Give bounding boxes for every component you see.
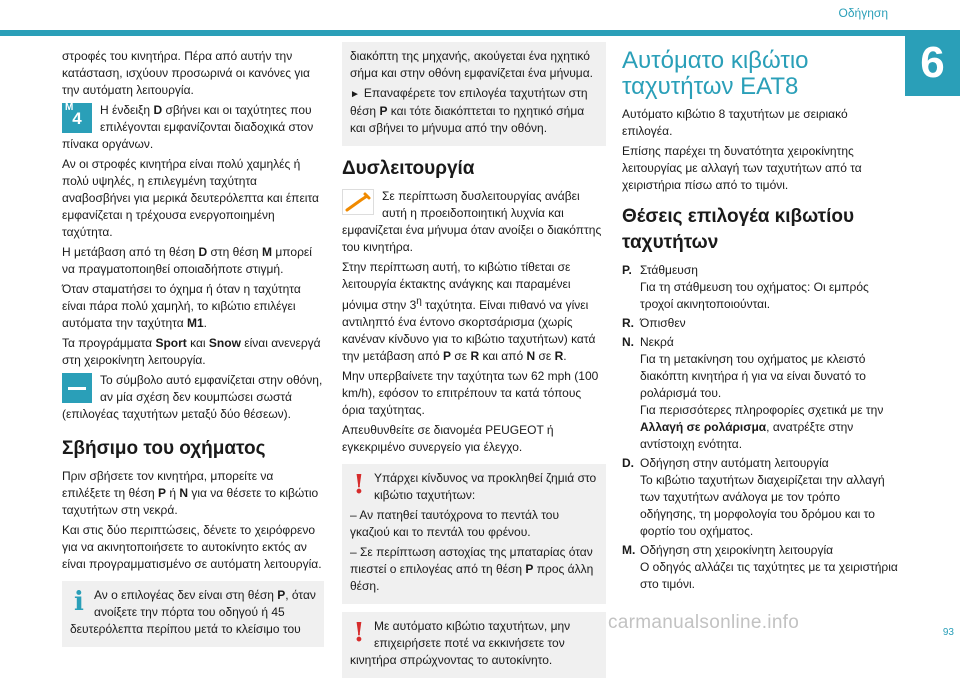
paragraph: Αν οι στροφές κινητήρα είναι πολύ χαμηλές ή πολύ υψηλές, η επιλεγμένη ταχύτητα αναβοσβήνει για μερικά δευτερόλεπτα και έπειτα εμφανίζεται η τρέχουσα ενεργοποιημένη ταχύτητα. — [62, 157, 319, 239]
watermark: carmanualsonline.info — [608, 612, 800, 633]
paragraph: Η ένδειξη D σβήνει και οι ταχύτητες που επιλέγονται εμφανίζονται διαδοχικά στον πίνακα οργάνων. — [62, 103, 314, 151]
paragraph: Στην περίπτωση αυτή, το κιβώτιο τίθεται σε λειτουργία έκτακτης ανάγκης και παραμένει μόνιμα στην $3^\eta$ ταχύτητα. Είναι πιθανό να γίνει αντιληπτό ένα έντονο σκορτσάρισμα (χωρίς κανέναν κίνδυνο για το κιβώτιο ταχυτήτων) κατά την μετάβαση από P σε R και από N σε R. — [342, 260, 596, 363]
paragraph: Το σύμβολο αυτό εμφανίζεται στην οθόνη, αν μία σχέση δεν κουμπώσει σωστά (επιλογέας ταχυτήτων μεταξύ δύο θέσεων). — [62, 373, 323, 421]
info-notice — [62, 581, 324, 647]
paragraph: στροφές του κινητήρα. Πέρα από αυτήν την κατάσταση, ισχύουν προσωρινά οι κανόνες για την αυτόματη λειτουργία. — [62, 49, 310, 97]
column-3 — [622, 48, 898, 595]
warning-notice — [342, 612, 606, 678]
column-1 — [62, 48, 324, 655]
warning-icon: ! — [353, 470, 365, 500]
paragraph: Πριν σβήσετε τον κινητήρα, μπορείτε να επιλέξετε τη θέση P ή N για να θέσετε το κιβώτιο ταχυτήτων στη νεκρά. — [62, 469, 319, 517]
heading-positions: Θέσεις επιλογέα κιβωτίου ταχυτήτων — [622, 206, 855, 253]
m4-block — [62, 102, 324, 156]
info-notice-continued — [342, 42, 606, 146]
list-item: D. Οδήγηση στην αυτόματη λειτουργία Το κιβώτιο ταχυτήτων διαχειρίζεται την αλλαγή των ταχυτήτων ανάλογα με τον τρόπο οδήγησης, τη μορφολογία του δρόμου και το φορτίο του οχήματος. — [622, 456, 885, 538]
notice-text: – Σε περίπτωση αστοχίας της μπαταρίας όταν πιεστεί ο επιλογέας από τη θέση P προς άλλη θέση. — [350, 545, 594, 593]
fault-block — [342, 188, 606, 259]
warning-notice — [342, 464, 606, 604]
paragraph: Σε περίπτωση δυσλειτουργίας ανάβει αυτή η προειδοποιητική λυχνία και εμφανίζεται ένα μήνυμα όταν ανοίξει ο διακόπτης του κινητήρα. — [342, 189, 602, 254]
positions-list — [622, 262, 898, 593]
wrench-warning-icon — [342, 189, 374, 215]
page-title: Αυτόματο κιβώτιο ταχυτήτων EAT8 — [622, 47, 809, 100]
list-item: N. Νεκρά Για τη μετακίνηση του οχήματος με κλειστό διακόπτη κινητήρα ή για να είναι δυνατό το ρολάρισμά του. Για περισσότερες πληροφορίες σχετικά με την Αλλαγή σε ρολάρισμα, ανατρέξτε στην αντίστοιχη ενότητα. — [622, 335, 884, 451]
paragraph: Και στις δύο περιπτώσεις, δένετε το χειρόφρενο για να ακινητοποιήσετε το αυτοκίνητο εκτός αν είναι προγραμματισμένο σε αυτόματη λειτουργία. — [62, 523, 322, 571]
notice-text: Υπάρχει κίνδυνος να προκληθεί ζημιά στο κιβώτιο ταχυτήτων: — [374, 471, 597, 502]
info-icon: i — [74, 587, 84, 617]
list-item: P. Στάθμευση Για τη στάθμευση του οχήματος: Οι εμπρός τροχοί ακινητοποιούνται. — [622, 263, 869, 311]
list-item: R. Όπισθεν — [622, 316, 686, 330]
heading-parking: Σβήσιμο του οχήματος — [62, 438, 266, 459]
notice-text: Αν ο επιλογέας δεν είναι στη θέση P, όταν ανοίξετε την πόρτα του οδηγού ή 45 δευτερόλεπτα περίπου μετά το κλείσιμο του — [70, 588, 316, 636]
page-number: 93 — [942, 627, 954, 638]
notice-text: ► Επαναφέρετε τον επιλογέα ταχυτήτων στη θέση P και τότε διακόπτεται το ηχητικό σήμα και σβήνει το μήνυμα από την οθόνη. — [350, 86, 588, 135]
heading-fault: Δυσλειτουργία — [342, 158, 475, 179]
notice-text: Με αυτόματο κιβώτιο ταχυτήτων, μην επιχειρήσετε ποτέ να εκκινήσετε τον κινητήρα σπρώχνοντας το αυτοκίνητο. — [350, 619, 571, 667]
header-bar — [0, 30, 905, 36]
notice-text: διακόπτη της μηχανής, ακούγεται ένα ηχητικό σήμα και στην οθόνη εμφανίζεται ένα μήνυμα. — [350, 49, 593, 80]
arrow-marker-icon: ► — [350, 89, 360, 100]
paragraph: Όταν σταματήσει το όχημα ή όταν η ταχύτητα είναι πάρα πολύ χαμηλή, το κιβώτιο επιλέγει αυτόματα την ταχύτητα M1. — [62, 282, 301, 330]
paragraph: Μην υπερβαίνετε την ταχύτητα των 62 mph (100 km/h), εφόσον το επιτρέπουν τα κατά τόπους όρια ταχύτητας. — [342, 369, 599, 417]
warning-icon: ! — [353, 618, 365, 648]
paragraph: Τα προγράμματα Sport και Snow είναι ανενεργά στη χειροκίνητη λειτουργία. — [62, 336, 321, 367]
paragraph: Απευθυνθείτε σε διανομέα PEUGEOT ή εγκεκριμένο συνεργείο για έλεγχο. — [342, 423, 554, 454]
gear-m4-icon: M 4 — [62, 103, 92, 133]
paragraph: Η μετάβαση από τη θέση D στη θέση M μπορεί να πραγματοποιηθεί οποιαδήποτε στιγμή. — [62, 245, 312, 276]
section-title: Οδήγηση — [838, 6, 888, 20]
list-item: M. Οδήγηση στη χειροκίνητη λειτουργία Ο οδηγός αλλάζει τις ταχύτητες με τα χειριστήρια στο τιμόνι. — [622, 543, 898, 591]
fault-dash-block — [62, 372, 324, 426]
paragraph: Αυτόματο κιβώτιο 8 ταχυτήτων με σειριακό επιλογέα. — [622, 107, 848, 138]
notice-text: – Αν πατηθεί ταυτόχρονα το πεντάλ του γκαζιού και το πεντάλ του φρένου. — [350, 508, 560, 539]
chapter-number: 6 — [905, 30, 960, 96]
gear-fault-dash-icon — [62, 373, 92, 403]
paragraph: Επίσης παρέχει τη δυνατότητα χειροκίνητης λειτουργίας με αλλαγή των ταχυτήτων από τα χειριστήρια πίσω από το τιμόνι. — [622, 144, 862, 192]
column-2 — [342, 48, 606, 686]
